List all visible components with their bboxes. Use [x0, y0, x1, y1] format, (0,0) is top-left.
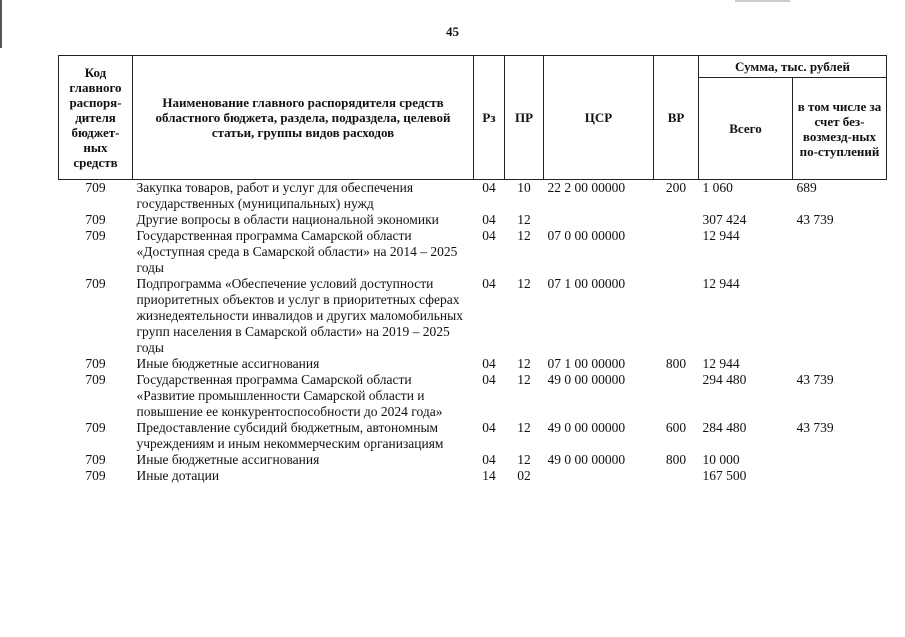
row-pr: 12	[517, 356, 531, 371]
table-body	[59, 180, 887, 485]
row-gratuitous: 43 739	[796, 212, 834, 227]
row-vr	[654, 212, 699, 228]
table-row	[59, 420, 887, 452]
row-pr: 02	[517, 468, 531, 483]
row-pr: 12	[517, 276, 531, 291]
row-vr: 800	[665, 356, 687, 371]
row-rz: 04	[482, 180, 496, 195]
header-total: Всего	[699, 78, 793, 180]
row-rz: 04	[482, 356, 496, 371]
row-rz: 04	[482, 420, 496, 435]
row-csr: 49 0 00 00000	[547, 372, 626, 387]
row-vr	[654, 228, 699, 276]
row-total: 1 060	[702, 180, 733, 195]
page-number: 45	[446, 24, 459, 39]
row-vr: 800	[665, 452, 687, 467]
row-name: Государственная программа Самарской области «Доступная среда в Самарской области» на 2014 – 2025 годы	[136, 228, 458, 275]
row-total: 10 000	[702, 452, 740, 467]
table-header	[59, 56, 887, 180]
row-vr	[654, 468, 699, 484]
table-row	[59, 468, 887, 484]
row-gratuitous	[793, 276, 887, 356]
row-rz: 04	[482, 212, 496, 227]
row-vr: 200	[665, 180, 687, 195]
row-code: 709	[85, 468, 106, 483]
row-name: Закупка товаров, работ и услуг для обеспечения государственных (муниципальных) нужд	[136, 180, 414, 211]
table-row	[59, 452, 887, 468]
header-code: Код главного распоря-дителя бюджет-ных средств	[59, 56, 133, 180]
header-sum: Сумма, тыс. рублей	[699, 56, 887, 78]
row-code: 709	[85, 276, 106, 291]
row-vr	[654, 276, 699, 356]
row-csr: 07 0 00 00000	[547, 228, 626, 243]
header-vr: ВР	[654, 56, 699, 180]
row-name: Иные дотации	[136, 468, 220, 483]
row-name: Подпрограмма «Обеспечение условий доступности приоритетных объектов и услуг в приоритетных сферах жизнедеятельности инвалидов и других маломобильных групп населения в Самарской области» на 2019 – 2025 годы	[136, 276, 463, 355]
row-total: 284 480	[702, 420, 747, 435]
row-code: 709	[85, 212, 106, 227]
row-total: 12 944	[702, 228, 740, 243]
row-rz: 04	[482, 372, 496, 387]
row-gratuitous	[793, 452, 887, 468]
row-name: Другие вопросы в области национальной экономики	[136, 212, 439, 227]
row-pr: 10	[517, 180, 531, 195]
row-csr: 22 2 00 00000	[547, 180, 626, 195]
row-gratuitous	[793, 228, 887, 276]
row-pr: 12	[517, 372, 531, 387]
row-gratuitous	[793, 356, 887, 372]
row-csr	[544, 468, 654, 484]
row-pr: 12	[517, 452, 531, 467]
row-csr: 07 1 00 00000	[547, 356, 626, 371]
scan-mark	[735, 0, 790, 2]
row-total: 294 480	[702, 372, 747, 387]
row-code: 709	[85, 228, 106, 243]
row-rz: 04	[482, 228, 496, 243]
table-row	[59, 356, 887, 372]
table-row	[59, 276, 887, 356]
row-pr: 12	[517, 420, 531, 435]
row-gratuitous: 43 739	[796, 372, 834, 387]
table-row	[59, 180, 887, 213]
row-gratuitous: 43 739	[796, 420, 834, 435]
row-total: 12 944	[702, 356, 740, 371]
budget-table	[58, 55, 887, 484]
row-csr	[544, 212, 654, 228]
row-code: 709	[85, 180, 106, 195]
row-name: Государственная программа Самарской области «Развитие промышленности Самарской области и повышение ее конкурентоспособности до 2024 года»	[136, 372, 443, 419]
row-pr: 12	[517, 212, 531, 227]
row-code: 709	[85, 356, 106, 371]
row-code: 709	[85, 452, 106, 467]
row-name: Иные бюджетные ассигнования	[136, 356, 320, 371]
row-name: Предоставление субсидий бюджетным, автономным учреждениям и иным некоммерческим организациям	[136, 420, 444, 451]
row-rz: 04	[482, 276, 496, 291]
row-code: 709	[85, 420, 106, 435]
table-row	[59, 372, 887, 420]
row-rz: 14	[482, 468, 496, 483]
header-name: Наименование главного распорядителя средств областного бюджета, раздела, подраздела, целевой статьи, группы видов расходов	[133, 56, 474, 180]
row-total: 307 424	[702, 212, 747, 227]
table-row	[59, 212, 887, 228]
row-csr: 49 0 00 00000	[547, 420, 626, 435]
row-rz: 04	[482, 452, 496, 467]
header-rz: Рз	[474, 56, 505, 180]
row-csr: 07 1 00 00000	[547, 276, 626, 291]
row-gratuitous	[793, 468, 887, 484]
row-code: 709	[85, 372, 106, 387]
row-name: Иные бюджетные ассигнования	[136, 452, 320, 467]
header-csr: ЦСР	[544, 56, 654, 180]
table-row	[59, 228, 887, 276]
row-vr	[654, 372, 699, 420]
header-gratuitous: в том числе за счет без-возмезд-ных по-ступлений	[793, 78, 887, 180]
row-csr: 49 0 00 00000	[547, 452, 626, 467]
row-total: 12 944	[702, 276, 740, 291]
row-gratuitous: 689	[796, 180, 817, 195]
row-total: 167 500	[702, 468, 747, 483]
row-vr: 600	[665, 420, 687, 435]
row-pr: 12	[517, 228, 531, 243]
header-pr: ПР	[505, 56, 544, 180]
